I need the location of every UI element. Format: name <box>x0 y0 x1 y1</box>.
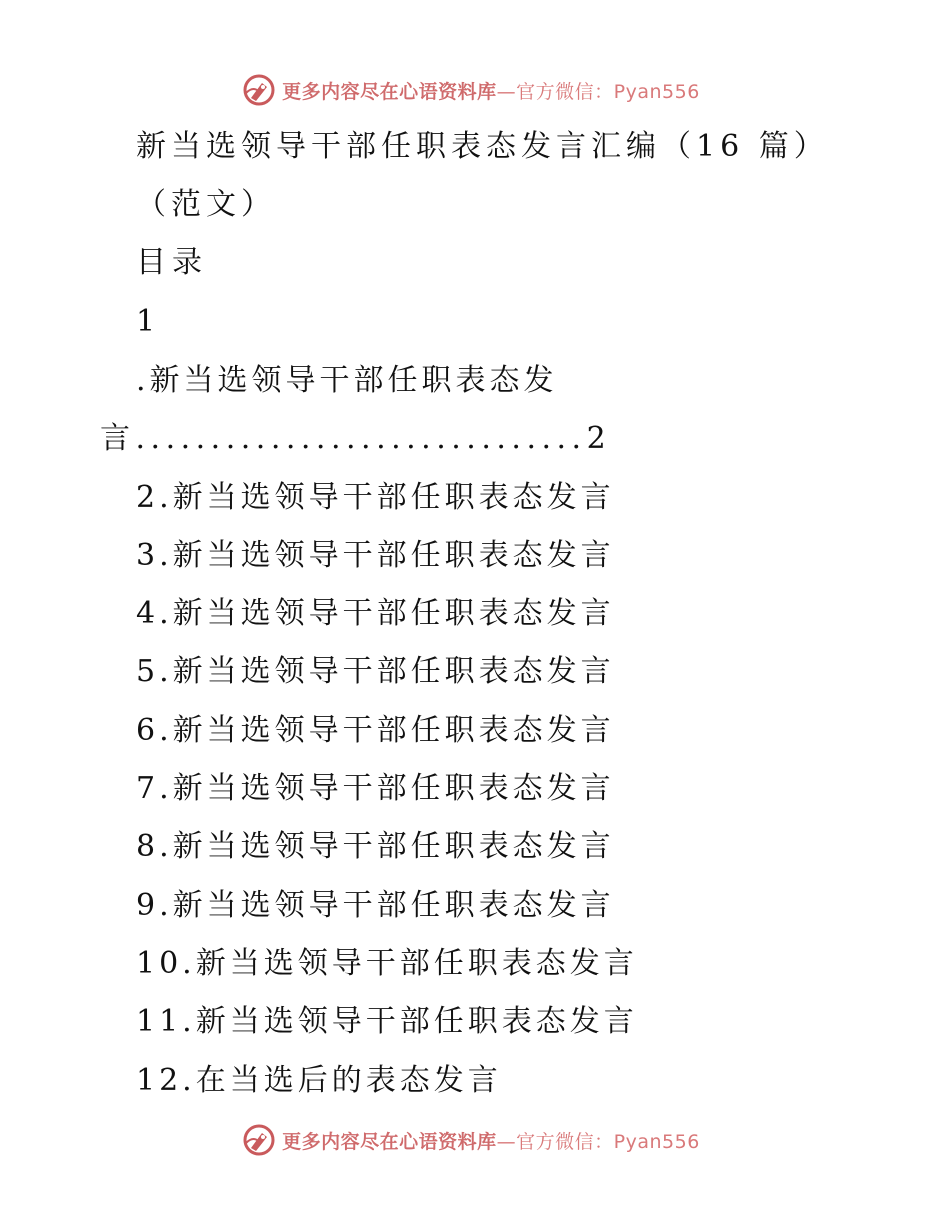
toc-item: 5.新当选领导干部任职表态发言 <box>136 654 615 689</box>
toc-item: 7.新当选领导干部任职表态发言 <box>136 771 615 806</box>
toc-item-1-continuation: 言..............................2 <box>100 421 612 456</box>
toc-item: 3.新当选领导干部任职表态发言 <box>136 538 615 573</box>
toc-item: 2.新当选领导干部任职表态发言 <box>136 480 615 515</box>
toc-item: 4.新当选领导干部任职表态发言 <box>136 596 615 631</box>
watermark-main-text: 更多内容尽在心语资料库 <box>282 80 497 103</box>
pen-nib-circle-icon <box>242 1123 276 1157</box>
toc-item: 12.在当选后的表态发言 <box>136 1063 502 1098</box>
watermark-main-text: 更多内容尽在心语资料库 <box>282 1130 497 1153</box>
watermark-separator: — <box>496 1130 517 1153</box>
toc-item-1: .新当选领导干部任职表态发 <box>136 363 558 398</box>
toc-first-number: 1 <box>136 304 160 339</box>
watermark-separator: — <box>496 80 517 103</box>
footer-watermark <box>0 1120 950 1160</box>
watermark-tail-text: 官方微信：Pyan556 <box>516 80 700 103</box>
toc-item: 6.新当选领导干部任职表态发言 <box>136 713 615 748</box>
watermark-content <box>242 1123 700 1157</box>
document-title-line-2: （范文） <box>136 187 276 222</box>
toc-item: 8.新当选领导干部任职表态发言 <box>136 829 615 864</box>
document-title-line-1: 新当选领导干部任职表态发言汇编（16 篇） <box>136 129 829 164</box>
toc-item: 10.新当选领导干部任职表态发言 <box>136 946 638 981</box>
toc-item: 11.新当选领导干部任职表态发言 <box>136 1004 638 1039</box>
watermark-tail-text: 官方微信：Pyan556 <box>516 1130 700 1153</box>
watermark-text <box>282 1127 700 1154</box>
toc-item: 9.新当选领导干部任职表态发言 <box>136 888 615 923</box>
toc-heading: 目录 <box>136 245 208 280</box>
